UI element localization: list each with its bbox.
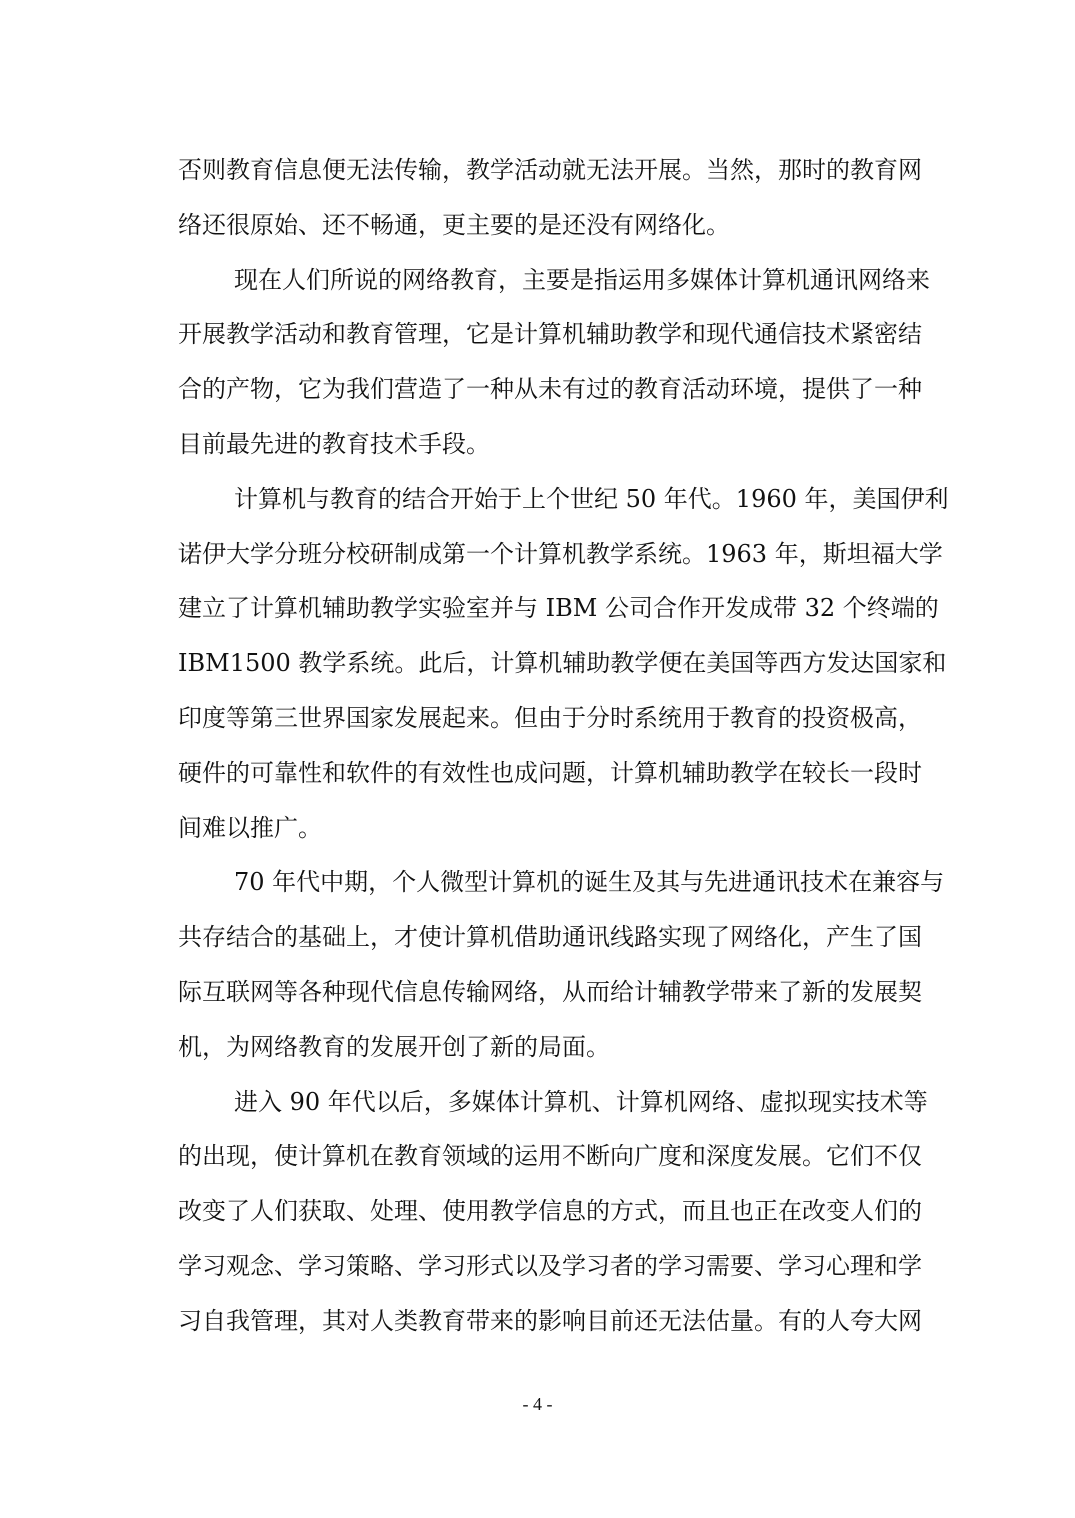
text-line: 诺伊大学分班分校研制成第一个计算机教学系统。1963 年，斯坦福大学 [178, 539, 943, 568]
text-line: 否则教育信息便无法传输，教学活动就无法开展。当然，那时的教育网 [178, 156, 922, 184]
text-line: 间难以推广。 [178, 813, 322, 842]
text-line: 际互联网等各种现代信息传输网络，从而给计辅教学带来了新的发展契 [178, 977, 922, 1006]
text-line: 现在人们所说的网络教育，主要是指运用多媒体计算机通讯网络来 [234, 265, 930, 294]
text-line: 印度等第三世界国家发展起来。但由于分时系统用于教育的投资极高， [178, 703, 922, 732]
text-line: 合的产物，它为我们营造了一种从未有过的教育活动环境，提供了一种 [178, 375, 922, 404]
text-line: 机，为网络教育的发展开创了新的局面。 [178, 1032, 610, 1061]
text-line: 的出现，使计算机在教育领域的运用不断向广度和深度发展。它们不仅 [178, 1142, 922, 1171]
paragraph [178, 260, 968, 479]
body-text [178, 150, 968, 1356]
text-line: 进入 90 年代以后，多媒体计算机、计算机网络、虚拟现实技术等 [234, 1087, 928, 1116]
paragraph [178, 150, 968, 260]
paragraph [178, 479, 968, 863]
text-line: 学习观念、学习策略、学习形式以及学习者的学习需要、学习心理和学 [178, 1251, 922, 1280]
text-line: IBM1500 教学系统。此后，计算机辅助教学便在美国等西方发达国家和 [178, 649, 947, 678]
text-line: 开展教学活动和教育管理，它是计算机辅助教学和现代通信技术紧密结 [178, 320, 922, 349]
text-line: 共存结合的基础上，才使计算机借助通讯线路实现了网络化，产生了国 [178, 923, 922, 952]
text-line: 习自我管理，其对人类教育带来的影响目前还无法估量。有的人夸大网 [178, 1306, 922, 1335]
text-line: 计算机与教育的结合开始于上个世纪 50 年代。1960 年，美国伊利 [234, 484, 949, 513]
text-line: 改变了人们获取、处理、使用教学信息的方式，而且也正在改变人们的 [178, 1197, 922, 1226]
text-line: 络还很原始、还不畅通，更主要的是还没有网络化。 [178, 210, 730, 239]
paragraph [178, 862, 968, 1081]
page-number: - 4 - [522, 1394, 553, 1414]
text-line: 目前最先进的教育技术手段。 [178, 429, 490, 458]
text-line: 70 年代中期，个人微型计算机的诞生及其与先进通讯技术在兼容与 [234, 868, 945, 897]
text-line: 硬件的可靠性和软件的有效性也成问题，计算机辅助教学在较长一段时 [178, 758, 922, 787]
text-line: 建立了计算机辅助教学实验室并与 IBM 公司合作开发成带 32 个终端的 [178, 594, 939, 623]
paragraph [178, 1082, 968, 1356]
